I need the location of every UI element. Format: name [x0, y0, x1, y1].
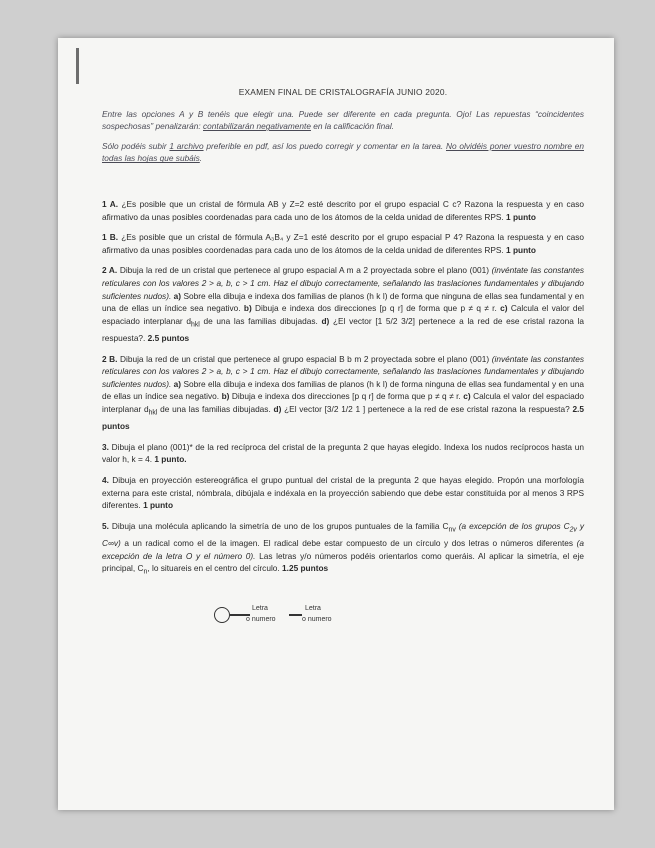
question-2b: 2 B. Dibuja la red de un cristal que pertenece al grupo espacial B b m 2 proyectada sobre el plano (001) (invéntate las constantes reticulares con los valores 2 > a, b, c > 1 cm. Haz el dibujo correctamente, señalando las traslaciones fundamentales y dibujando suficientes nudos). a) Sobre ella dibuja e indexa dos familias de planos (h k l) de forma ninguna de ellas sea fundamental y en una de ellas un índice sea negativo. b) Dibuja e indexa dos direcciones [p q r] de forma que p ≠ q ≠ r. c) Calcula el valor del espaciado interplanar $d_{hkl}$ de una las familias dibujadas. d) ¿El vector [3/2 1/2 1 ] pertenece a la red de ese cristal razona la respuesta? 2.5 puntos	[102, 353, 585, 432]
question-1a: 1 A. ¿Es posible que un cristal de fórmula AB y Z=2 esté descrito por el grupo espacial C c? Razona la respuesta y en caso afirmativo da unas posibles coordenadas para cada uno de los átomos de la celda unidad de diferentes RPS. 1 punto	[102, 198, 584, 222]
radical-diagram	[102, 599, 584, 639]
radical-circle-icon	[214, 607, 230, 623]
bond-line-2	[289, 614, 302, 615]
question-1b: 1 B. ¿Es posible que un cristal de fórmula A₃B₄ y Z=1 esté descrito por el grupo espacial P 4? Razona la respuesta y en caso afirmativo da unas posibles coordenadas para cada uno de los átomos de la celda unidad de diferentes RPS. 1 punto	[102, 232, 585, 255]
intro-paragraph-1: Entre las opciones A y B tenéis que elegir una. Puede ser diferente en cada pregunta. Ojo! Las repuestas “coincidentes sospechosas” penalizarán: contabilizarán negativamente en la calificación final.	[102, 108, 584, 132]
intro-paragraph-2: Sólo podéis subir 1 archivo preferible en pdf, así los puedo corregir y comentar en la tarea. No olvidéis poner vuestro nombre en todas las hojas que subáis.	[102, 140, 584, 164]
label-letra-1: Letra	[252, 605, 268, 613]
question-3: 3. Dibuja el plano (001)* de la red recíproca del cristal de la pregunta 2 que hayas elegido. Indexa los nudos recíprocos hasta un valor h, k = 4. 1 punto.	[102, 441, 584, 465]
spacer	[102, 172, 584, 198]
question-2a: 2 A. Dibuja la red de un cristal que pertenece al grupo espacial A m a 2 proyectada sobre el plano (001) (invéntate las constantes reticulares con los valores 2 > a, b, c > 1 cm. Haz el dibujo correctamente, señalando las traslaciones fundamentales y dibujando suficientes nudos). a) Sobre ella dibuja e indexa dos familias de planos (h k l) de forma que ninguna de ellas sea fundamental y en una de ellas un índice sea negativo. b) Dibuja e indexa dos direcciones [p q r] de forma que p ≠ q ≠ r. c) Calcula el valor del espaciado interplanar $d_{hkl}$ de una las familias dibujadas. d) ¿El vector [1 5/2 3/2] pertenece a la red de ese cristal razona la respuesta?. 2.5 puntos	[102, 265, 584, 343]
label-letra-2: Letra	[305, 605, 321, 613]
exam-title: EXAMEN FINAL DE CRISTALOGRAFÍA JUNIO 2020.	[238, 87, 448, 97]
exam-page	[58, 38, 614, 810]
binder-mark	[76, 48, 79, 84]
bond-line-1	[230, 614, 250, 615]
label-numero-1: o numero	[246, 616, 276, 624]
question-5: 5. Dibuja una molécula aplicando la simetría de uno de los grupos puntuales de la familia $C_{nv}$ (a excepción de los grupos $C_{2v}$ y C∞v) a un radical como el de la imagen. El radical debe estar compuesto de un círculo y dos letras o números diferentes (a excepción de la letra O y el número 0). Las letras y/o números podéis orientarlos como queráis. Al aplicar la simetría, el eje principal, $C_n$, lo situareis en el centro del círculo. 1.25 puntos	[102, 520, 584, 576]
exam-content	[102, 86, 584, 639]
question-4: 4. Dibuja en proyección estereográfica el grupo puntual del cristal de la pregunta 2 que hayas elegido. Propón una morfología externa para este cristal, nómbrala, dibújala e indéxala en la proyección sabiendo que debe estar constituida por al menos 3 RPS diferentes. 1 punto	[102, 474, 584, 511]
label-numero-2: o numero	[302, 616, 332, 624]
